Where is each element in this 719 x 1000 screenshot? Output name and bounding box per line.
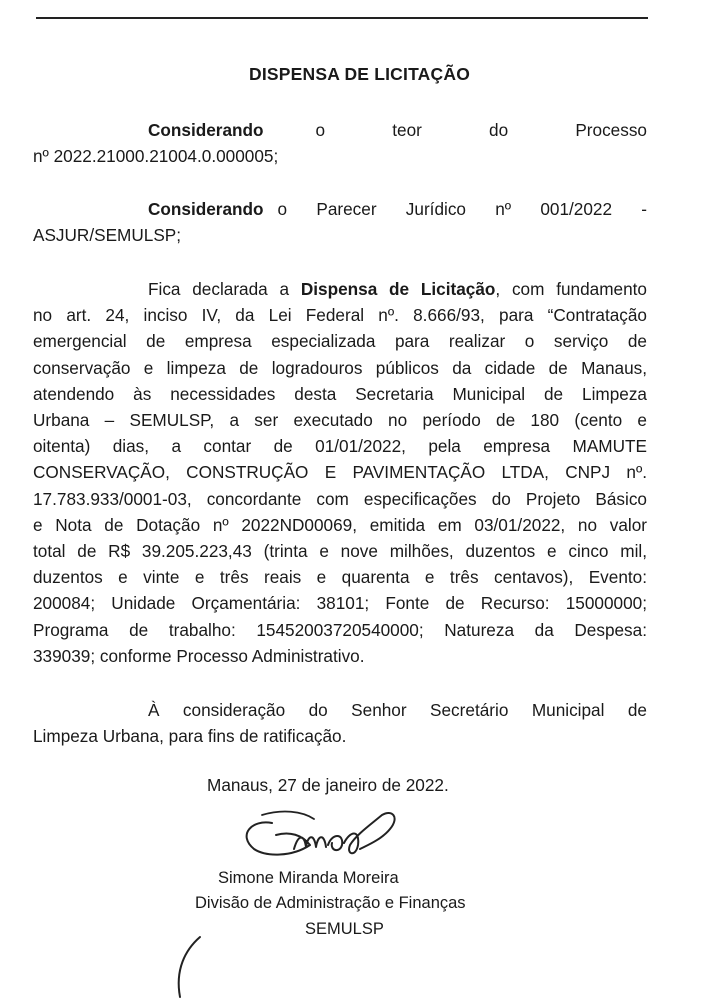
dispensa-line: duzentos e vinte e três reais e quarenta e três centavos), Evento: [33,567,647,588]
top-border-line [36,0,648,19]
word: teor [392,120,422,140]
process-number: nº 2022.21000.21004.0.000005; [33,146,279,167]
dispensa-line: oitenta) dias, a contar de 01/01/2022, pela empresa MAMUTE [33,436,647,457]
paragraph-considerando-processo [33,117,647,169]
dispensa-line: 17.783.933/0001-03, concordante com especificações do Projeto Básico [33,488,647,509]
signer-organization: SEMULSP [305,920,384,938]
dispensa-line: atendendo às necessidades desta Secretaria Municipal de Limpeza [33,383,647,404]
paragraph-dispensa [33,276,647,669]
word: o [315,120,326,140]
dispensa-line-1 [33,276,647,302]
paragraph-consideracao [33,697,647,749]
considerando-label: Considerando [148,120,264,140]
signature-flourish [160,935,220,1000]
text: Fica declarada a [148,279,290,299]
consideracao-line-1: À consideração do Senhor Secretário Municipal de [148,700,647,720]
parecer-text: o Parecer Jurídico nº 001/2022 - [277,199,647,219]
paragraph-considerando-parecer [33,196,647,248]
dispensa-line: 339039; conforme Processo Administrativo. [33,645,365,666]
dispensa-line: emergencial de empresa especializada para realizar o serviço de [33,331,647,352]
signer-department: Divisão de Administração e Finanças [195,894,466,912]
handwritten-signature [232,805,422,875]
consideracao-line-2: Limpeza Urbana, para fins de ratificação. [33,726,347,747]
text: , com fundamento [495,279,647,299]
dispensa-line: Urbana – SEMULSP, a ser executado no período de 180 (cento e [33,410,647,431]
dispensa-line: Programa de trabalho: 15452003720540000; Natureza da Despesa: [33,619,647,640]
dispensa-line: e Nota de Dotação nº 2022ND00069, emitida em 03/01/2022, no valor [33,514,647,535]
dispensa-line: no art. 24, inciso IV, da Lei Federal nº. 8.666/93, para “Contratação [33,305,647,326]
dispensa-line: 200084; Unidade Orçamentária: 38101; Fonte de Recurso: 15000000; [33,593,647,614]
considerando-label: Considerando [148,199,264,219]
document-title: DISPENSA DE LICITAÇÃO [248,64,471,84]
word: Processo [575,120,647,140]
document-date: Manaus, 27 de janeiro de 2022. [207,775,449,795]
parecer-org: ASJUR/SEMULSP; [33,225,182,246]
dispensa-line: total de R$ 39.205.223,43 (trinta e nove milhões, duzentos e cinco mil, [33,541,647,562]
dispensa-line: CONSERVAÇÃO, CONSTRUÇÃO E PAVIMENTAÇÃO LTDA, CNPJ nº. [33,462,647,483]
signer-name: Simone Miranda Moreira [218,869,399,887]
word: do [489,120,509,140]
dispensa-line: conservação e limpeza de logradouros públicos da cidade de Manaus, [33,357,647,378]
dispensa-bold: Dispensa de Licitação [300,279,496,299]
